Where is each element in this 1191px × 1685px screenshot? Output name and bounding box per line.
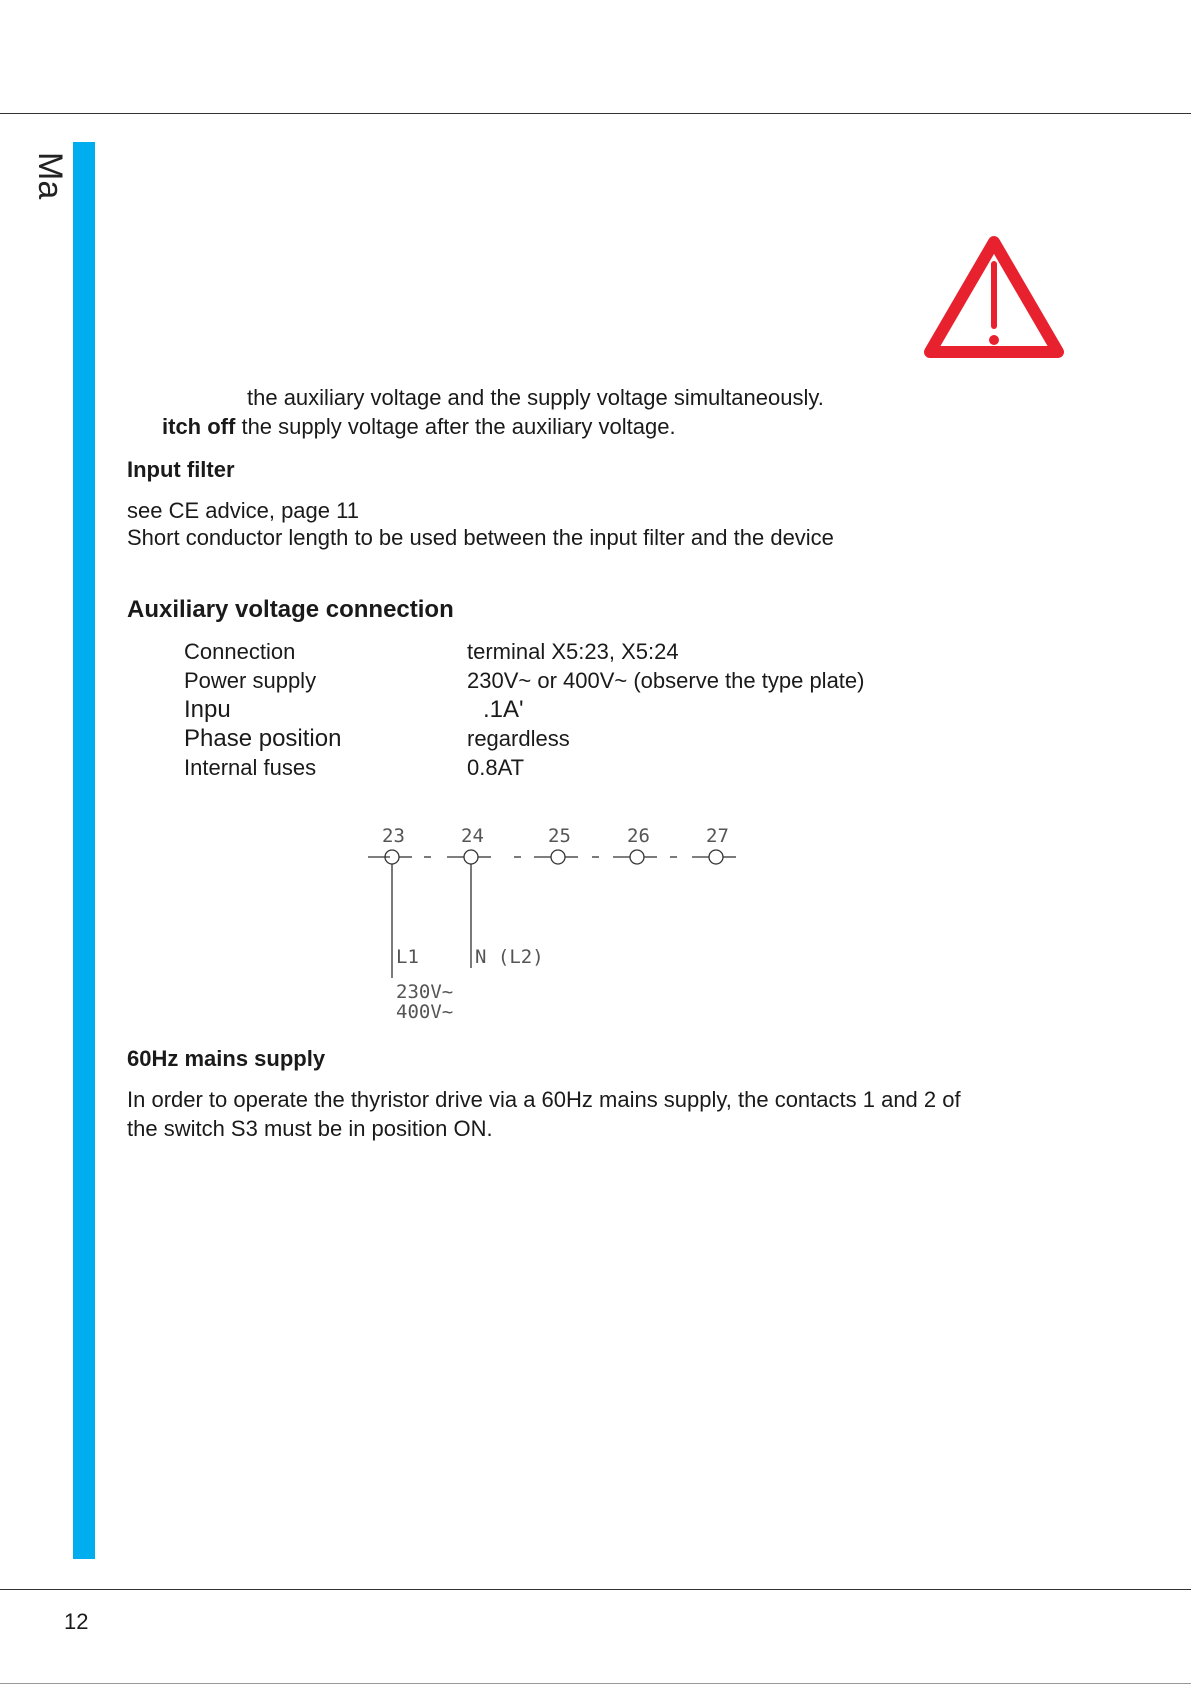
terminal-label-26: 26	[627, 825, 650, 847]
terminal-25	[551, 850, 565, 864]
aux-voltage-heading: Auxiliary voltage connection	[127, 596, 454, 623]
spec-value-internal-fuses: 0.8AT	[467, 755, 525, 780]
terminal-27	[709, 850, 723, 864]
terminal-wiring-diagram	[360, 818, 760, 1028]
warning-line-1: the auxiliary voltage and the supply voltage simultaneously.	[247, 385, 824, 410]
spec-value-phase-position: regardless	[467, 726, 570, 751]
terminal-label-24: 24	[461, 825, 484, 847]
bottom-rule	[0, 1683, 1191, 1684]
input-filter-line-2: Short conductor length to be used between the input filter and the device	[127, 525, 834, 550]
terminal-row	[368, 850, 736, 864]
terminal-26	[630, 850, 644, 864]
terminal-labels	[382, 825, 729, 847]
l1-label: L1	[396, 946, 419, 968]
terminal-24	[464, 850, 478, 864]
warning-line-2-bold: itch off	[162, 414, 236, 439]
footer-rule	[0, 1589, 1191, 1590]
n-label: N (L2)	[475, 946, 544, 968]
page-number: 12	[64, 1609, 89, 1634]
spec-label-power-supply: Power supply	[184, 668, 317, 693]
warning-line-2-rest: the supply voltage after the auxiliary voltage.	[241, 414, 676, 439]
input-filter-heading: Input filter	[127, 457, 235, 482]
spec-value-power-supply: 230V~ or 400V~ (observe the type plate)	[467, 668, 865, 693]
terminal-label-27: 27	[706, 825, 729, 847]
voltage-label-400: 400V~	[396, 1001, 454, 1023]
input-filter-line-1: see CE advice, page 11	[127, 498, 359, 523]
mains-60hz-line-2: the switch S3 must be in position ON.	[127, 1116, 493, 1141]
spec-value-input: .1A'	[483, 696, 524, 723]
side-section-label: Ma	[31, 152, 69, 200]
spec-label-input: Inpu	[184, 696, 231, 723]
terminal-label-25: 25	[548, 825, 571, 847]
side-accent-bar	[73, 142, 95, 1559]
spec-value-connection: terminal X5:23, X5:24	[467, 639, 679, 664]
terminal-label-23: 23	[382, 825, 405, 847]
warning-line-2	[162, 414, 676, 440]
mains-60hz-heading: 60Hz mains supply	[127, 1046, 326, 1071]
spec-label-internal-fuses: Internal fuses	[184, 755, 317, 780]
top-rule	[0, 113, 1191, 114]
warning-triangle-icon	[920, 230, 1068, 364]
mains-60hz-line-1: In order to operate the thyristor drive via a 60Hz mains supply, the contacts 1 and 2 of	[127, 1087, 961, 1112]
voltage-label-230: 230V~	[396, 981, 454, 1003]
spec-label-phase-position: Phase position	[184, 725, 342, 752]
spec-label-connection: Connection	[184, 639, 296, 664]
